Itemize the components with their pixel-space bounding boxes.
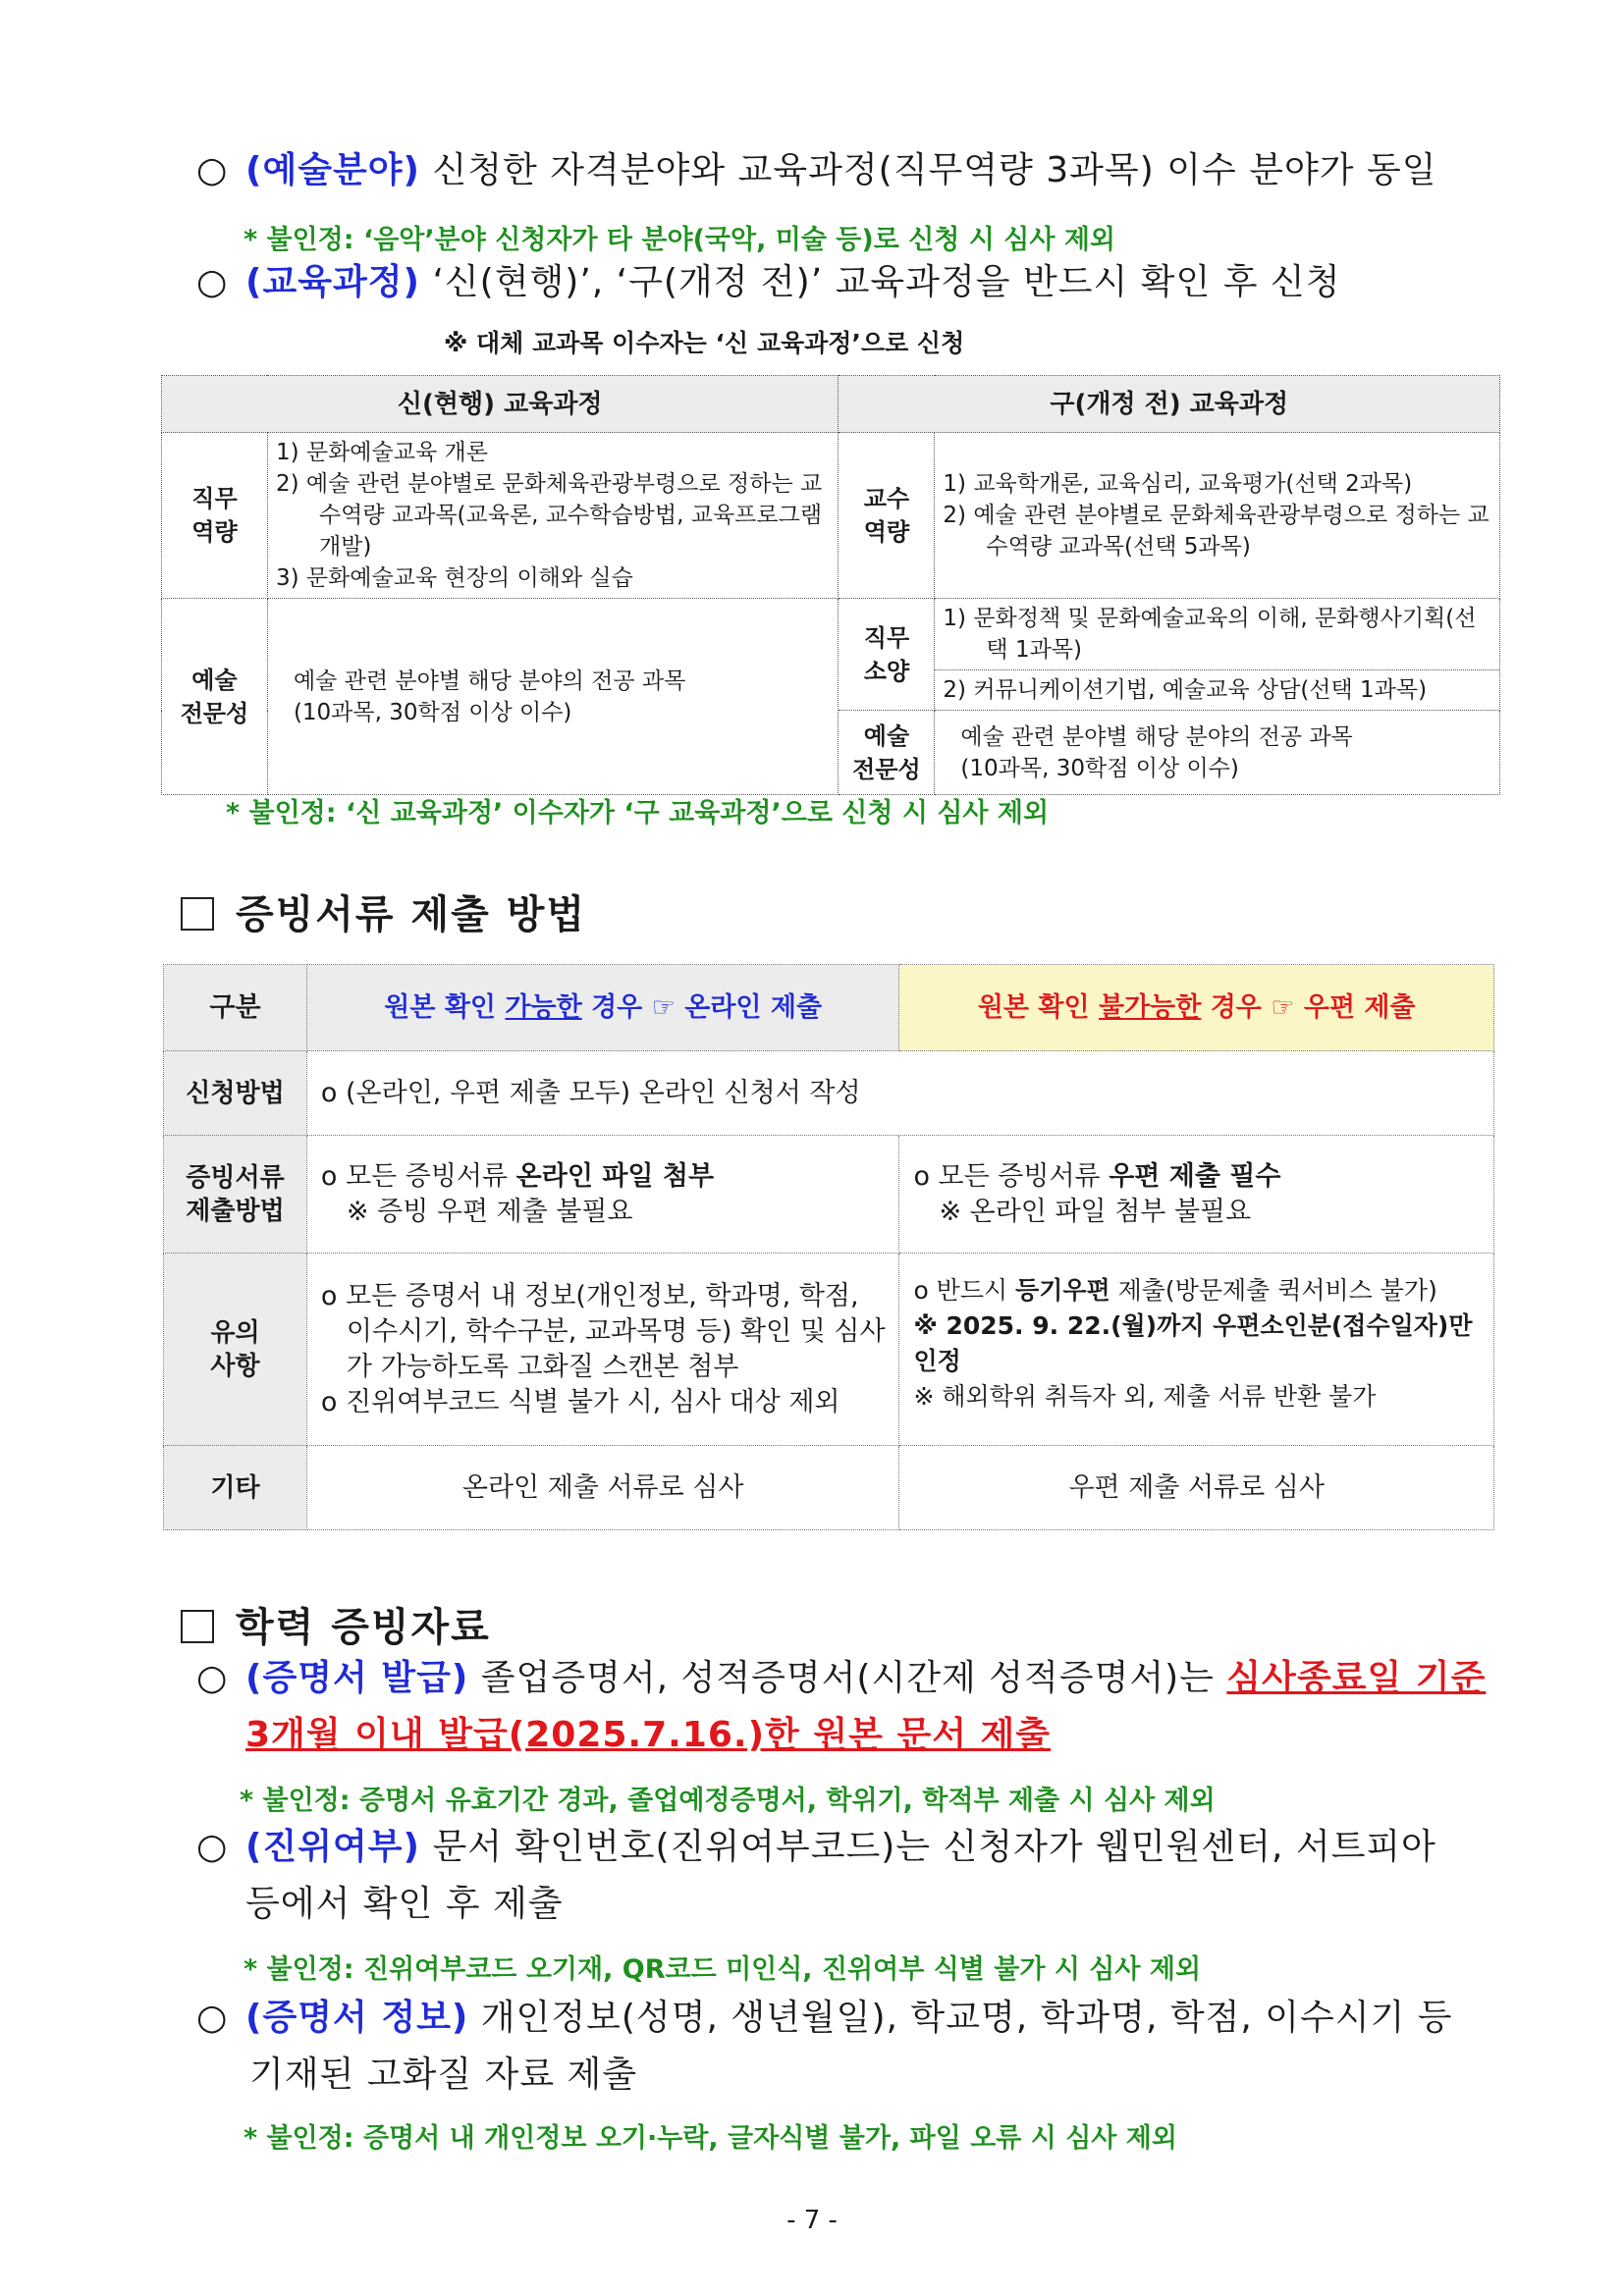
docs-online-cell: o 모든 증빙서류 온라인 파일 첨부 ※ 증빙 우편 제출 불필요: [306, 1136, 899, 1254]
bullet-dot: ○: [196, 1827, 229, 1867]
old-row-label: 교수 역량: [839, 433, 935, 599]
list-item: 1) 문화정책 및 문화예술교육의 이해, 문화행사기획(선택 1과목): [935, 599, 1499, 670]
section-title-submit: [181, 883, 586, 939]
art-field-text: 신청한 자격분야와 교육과정(직무역량 3과목) 이수 분야가 동일: [420, 150, 1437, 190]
row-label-etc: 기타: [164, 1446, 307, 1530]
etc-online-cell: 온라인 제출 서류로 심사: [306, 1446, 899, 1530]
new-art-expertise-cell: 예술 관련 분야별 해당 분야의 전공 과목 (10과목, 30학점 이상 이수): [267, 599, 839, 795]
new-row-label: 예술 전문성: [162, 599, 268, 795]
docs-mail-cell: o 모든 증빙서류 우편 제출 필수 ※ 온라인 파일 첨부 불필요: [899, 1136, 1494, 1254]
bullet-dot: ○: [196, 150, 229, 190]
old-teaching-competency-cell: [935, 433, 1500, 599]
bullet-dot: ○: [196, 1998, 229, 2038]
info-bullet: ○ (증명서 정보) 개인정보(성명, 생년월일), 학교명, 학과명, 학점, 이수시기 등: [196, 1998, 1453, 2038]
square-bullet-icon: [181, 897, 214, 931]
old-row-label: 예술 전문성: [839, 711, 935, 795]
old-curriculum-header: 구(개정 전) 교육과정: [839, 376, 1500, 433]
submission-method-table: [163, 964, 1494, 1530]
bullet-dot: ○: [196, 1658, 229, 1698]
method-cell: o (온라인, 우편 제출 모두) 온라인 신청서 작성: [306, 1051, 1493, 1136]
row-label-docs: 증빙서류 제출방법: [164, 1136, 307, 1254]
new-curriculum-header: 신(현행) 교육과정: [162, 376, 839, 433]
art-field-note: * 불인정: ‘음악’분야 신청자가 타 분야(국악, 미술 등)로 신청 시 심사 제외: [244, 225, 1115, 255]
old-art-expertise-cell: 예술 관련 분야별 해당 분야의 전공 과목 (10과목, 30학점 이상 이수): [935, 711, 1500, 795]
new-job-competency-cell: [267, 433, 839, 599]
section-title-text: 학력 증빙자료: [236, 1605, 491, 1650]
bullet-dot: ○: [196, 262, 229, 302]
row-label-caution: 유의 사항: [164, 1254, 307, 1446]
issue-bullet-cont: 3개월 이내 발급(2025.7.16.)한 원본 문서 제출: [245, 1715, 1052, 1755]
curriculum-table: [161, 375, 1500, 795]
section-title-edu: [181, 1596, 491, 1652]
auth-bullet: ○ (진위여부) 문서 확인번호(진위여부코드)는 신청자가 웹민원센터, 서트피아: [196, 1827, 1436, 1867]
auth-note: * 불인정: 진위여부코드 오기재, QR코드 미인식, 진위여부 식별 불가 시 심사 제외: [244, 1954, 1202, 1985]
curriculum-note: ※ 대체 교과목 이수자는 ‘신 교육과정’으로 신청: [444, 329, 965, 357]
square-bullet-icon: [181, 1610, 214, 1643]
list-item: 2) 커뮤니케이션기법, 예술교육 상담(선택 1과목): [943, 677, 1428, 703]
page-number: - 7 -: [786, 2206, 838, 2235]
auth-bullet-cont: 등에서 확인 후 제출: [245, 1884, 564, 1924]
list-item: 1) 교육학개론, 교육심리, 교육평가(선택 2과목): [943, 471, 1413, 497]
curriculum-tag: (교육과정): [245, 262, 421, 302]
curriculum-text: ‘신(현행)’, ‘구(개정 전)’ 교육과정을 반드시 확인 후 신청: [420, 262, 1341, 302]
list-item: 2) 예술 관련 분야별로 문화체육관광부령으로 정하는 교수역량 교과목(교육론, 교수학습방법, 교육프로그램 개발): [275, 471, 823, 560]
info-note: * 불인정: 증명서 내 개인정보 오기·누락, 글자식별 불가, 파일 오류 시 심사 제외: [244, 2123, 1177, 2154]
new-row-label: 직무 역량: [162, 433, 268, 599]
art-field-bullet: [196, 149, 1437, 192]
info-bullet-cont: 기재된 고화질 자료 제출: [249, 2055, 638, 2095]
old-job-literacy-cell: [935, 599, 1500, 711]
issue-note: * 불인정: 증명서 유효기간 경과, 졸업예정증명서, 학위기, 학적부 제출 시 심사 제외: [240, 1786, 1216, 1816]
caution-online-cell: o 모든 증명서 내 정보(개인정보, 학과명, 학점, 이수시기, 학수구분, 교과목명 등) 확인 및 심사가 가능하도록 고화질 스캔본 첨부 o 진위여부코드 식별 불가 시, 심사 대상 제외: [306, 1254, 899, 1446]
art-field-tag: (예술분야): [245, 150, 421, 190]
header-online: 원본 확인 가능한 경우 ☞ 온라인 제출: [306, 965, 899, 1051]
issue-bullet: ○ (증명서 발급) 졸업증명서, 성적증명서(시간제 성적증명서)는 심사종료일 기준: [196, 1658, 1487, 1698]
curriculum-bullet: [196, 261, 1340, 304]
caution-mail-cell: o 반드시 등기우편 제출(방문제출 퀵서비스 불가) ※ 2025. 9. 22.(월)까지 우편소인분(접수일자)만 인정 ※ 해외학위 취득자 외, 제출 서류 반환 불가: [899, 1254, 1494, 1446]
row-label-method: 신청방법: [164, 1051, 307, 1136]
header-mail: 원본 확인 불가능한 경우 ☞ 우편 제출: [899, 965, 1494, 1051]
list-item: 3) 문화예술교육 현장의 이해와 실습: [275, 565, 633, 591]
etc-mail-cell: 우편 제출 서류로 심사: [899, 1446, 1494, 1530]
section-title-text: 증빙서류 제출 방법: [236, 892, 586, 937]
list-item: 2) 예술 관련 분야별로 문화체육관광부령으로 정하는 교수역량 교과목(선택 5과목): [943, 503, 1489, 560]
curriculum-footnote: * 불인정: ‘신 교육과정’ 이수자가 ‘구 교육과정’으로 신청 시 심사 제외: [226, 798, 1050, 828]
list-item: 1) 문화예술교육 개론: [275, 440, 488, 465]
old-row-label: 직무 소양: [839, 599, 935, 711]
header-category: 구분: [164, 965, 307, 1051]
